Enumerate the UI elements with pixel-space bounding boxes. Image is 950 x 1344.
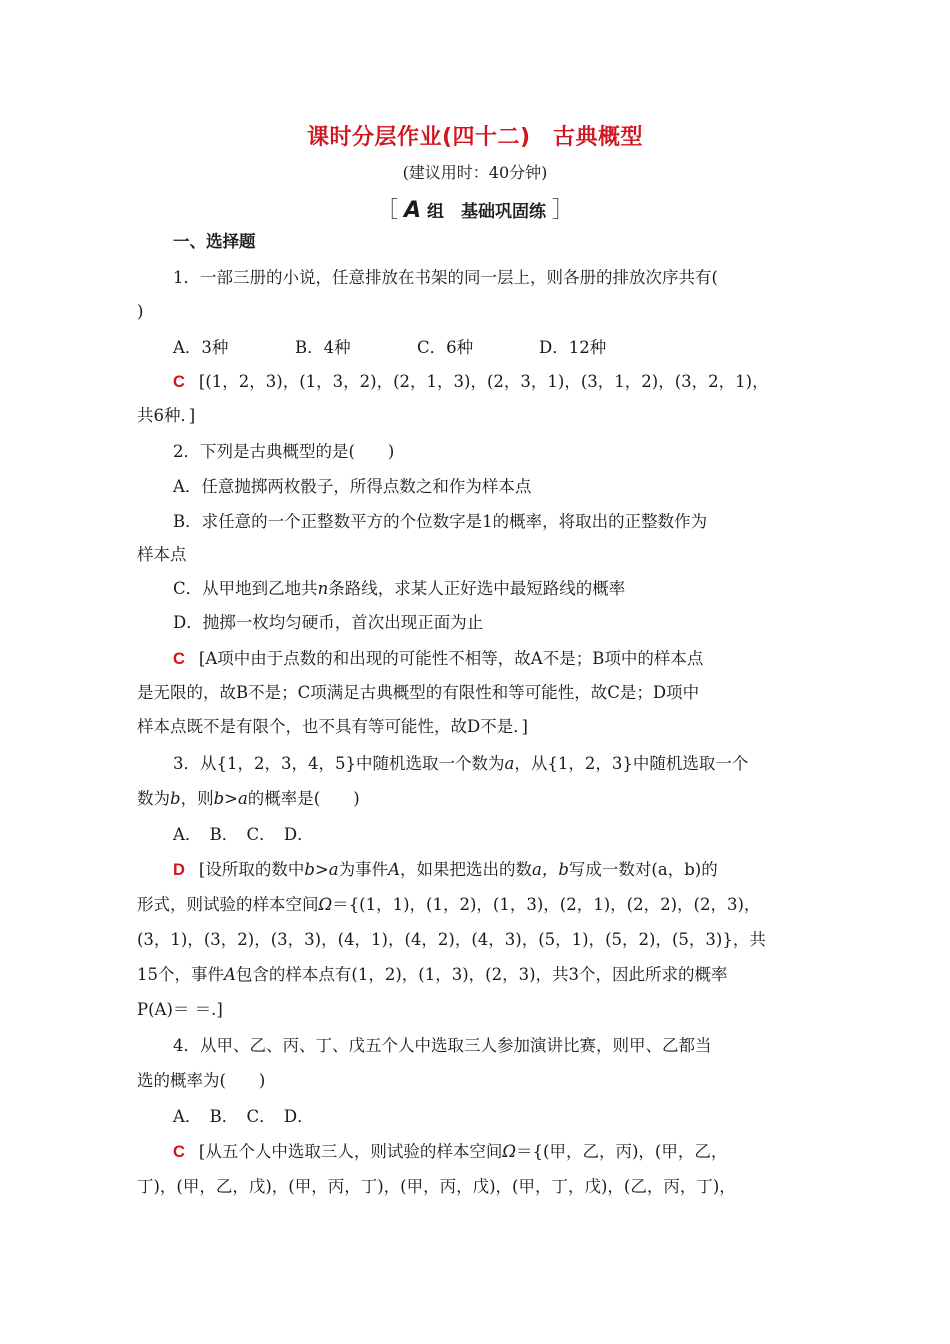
q3-stem-post: ，从{1，2，3}中随机选取一个 — [514, 754, 749, 773]
q3-sol4-pre: 15个，事件 — [137, 965, 224, 984]
q3-stem2-post: 的概率是( ) — [247, 789, 360, 808]
q3-sol-ab: a，b — [532, 860, 569, 879]
q1-option-c: C．6种 — [417, 338, 474, 357]
q4-options: A． B． C． D． — [173, 1107, 314, 1126]
q3-condition: b>a — [213, 789, 248, 808]
q3-solution — [173, 858, 853, 882]
q3-answer: D — [173, 861, 185, 879]
q4-solution-cont: 丁)，(甲，乙，戊)，(甲，丙，丁)，(甲，丙，戊)，(甲，丁，戊)，(乙，丙，丁)， — [137, 1177, 736, 1196]
q2-solution-text: [A项中由于点数的和出现的可能性不相等，故A不是；B项中的样本点 — [198, 649, 704, 668]
q2-option-c-n: n — [317, 579, 329, 598]
q1-option-b: B．4种 — [295, 338, 351, 357]
q3-stem2-mid: ，则 — [180, 789, 214, 808]
q1-stem: 1．一部三册的小说，任意排放在书架的同一层上，则各册的排放次序共有( — [173, 268, 718, 287]
q2-option-a: A．任意抛掷两枚骰子，所得点数之和作为样本点 — [173, 477, 532, 496]
q3-sol-mid2: ，如果把选出的数 — [400, 860, 533, 879]
q1-solution-text: [(1，2，3)，(1，3，2)，(2，1，3)，(2，3，1)，(3，1，2)，(3，2，1)， — [198, 372, 769, 391]
q3-stem2-pre: 数为 — [137, 789, 170, 808]
q3-solution-cont-2: (3，1)，(3，2)，(3，3)，(4，1)，(4，2)，(4，3)，(5，1)，(5，2)，(5，3)}，共 — [137, 930, 766, 949]
q2-option-c-pre: C．从甲地到乙地共 — [173, 579, 318, 598]
q3-omega: Ω — [318, 895, 333, 914]
q4-omega: Ω — [502, 1142, 517, 1161]
q2-solution-cont-2: 样本点既不是有限个，也不具有等可能性，故D不是．] — [137, 717, 528, 736]
q3-options: A． B． C． D． — [173, 825, 314, 844]
q2-solution — [173, 647, 853, 671]
q1-solution-cont: 共6种．] — [137, 406, 196, 425]
q3-sol-mid: 为事件 — [338, 860, 389, 879]
q4-stem-cont: 选的概率为( ) — [137, 1071, 266, 1090]
q3-stem-pre: 3．从{1，2，3，4，5}中随机选取一个数为 — [173, 754, 505, 773]
q3-solution-cont-1 — [137, 893, 817, 917]
q2-solution-cont-1: 是无限的，故B不是；C项满足古典概型的有限性和等可能性，故C是；D项中 — [137, 683, 700, 702]
q1-option-a: A．3种 — [173, 338, 229, 357]
q4-sol-pre: [从五个人中选取三人，则试验的样本空间 — [198, 1142, 503, 1161]
group-label: 组 基础巩固练 — [426, 202, 546, 222]
q4-answer: C — [173, 1143, 185, 1161]
q3-sol4-post: 包含的样本点有(1，2)，(1，3)，(2，3)，共3个，因此所求的概率 — [235, 965, 728, 984]
q3-var-a: a — [504, 754, 515, 773]
q3-stem-cont — [137, 787, 817, 811]
q2-answer: C — [173, 650, 185, 668]
q3-sol2-pre: 形式，则试验的样本空间 — [137, 895, 319, 914]
q2-stem: 2．下列是古典概型的是( ) — [173, 442, 395, 461]
section-heading: 一、选择题 — [173, 232, 256, 251]
q2-option-d: D．抛掷一枚均匀硬币，首次出现正面为止 — [173, 613, 484, 632]
q1-stem-cont: ) — [137, 302, 144, 321]
q3-solution-cont-4: P(A)＝ ＝.] — [137, 1000, 223, 1019]
q1-answer: C — [173, 373, 185, 391]
right-bracket-icon: ］ — [551, 198, 574, 223]
q2-option-b-cont: 样本点 — [137, 545, 187, 564]
q3-var-b: b — [170, 789, 181, 808]
q3-stem — [173, 752, 853, 776]
q1-solution — [173, 370, 853, 394]
q1-options — [173, 336, 853, 360]
q3-sol2-post: ＝{(1，1)，(1，2)，(1，3)，(2，1)，(2，2)，(2，3)， — [332, 895, 761, 914]
q3-solution-cont-3 — [137, 963, 817, 987]
q4-stem: 4．从甲、乙、丙、丁、戊五个人中选取三人参加演讲比赛，则甲、乙都当 — [173, 1036, 712, 1055]
q1-option-d: D．12种 — [539, 338, 607, 357]
left-bracket-icon: ［ — [376, 198, 399, 223]
group-heading — [0, 193, 950, 224]
page-title: 课时分层作业(四十二) 古典概型 — [306, 125, 644, 150]
q3-event-a: A — [388, 860, 401, 879]
suggested-time: (建议用时：40分钟) — [402, 163, 548, 182]
q2-option-c-post: 条路线，求某人正好选中最短路线的概率 — [328, 579, 626, 598]
q4-solution — [173, 1140, 853, 1164]
q3-sol-post: 写成一数对(a，b)的 — [568, 860, 718, 879]
q3-event-a-2: A — [224, 965, 236, 984]
group-letter: A — [404, 198, 422, 223]
q2-option-b: B．求任意的一个正整数平方的个位数字是1的概率，将取出的正整数作为 — [173, 512, 708, 531]
q2-option-c — [173, 577, 853, 601]
q3-sol-pre: [设所取的数中 — [198, 860, 305, 879]
q3-sol-condition: b>a — [304, 860, 339, 879]
q4-sol-post: ＝{(甲，乙，丙)，(甲，乙， — [516, 1142, 728, 1161]
